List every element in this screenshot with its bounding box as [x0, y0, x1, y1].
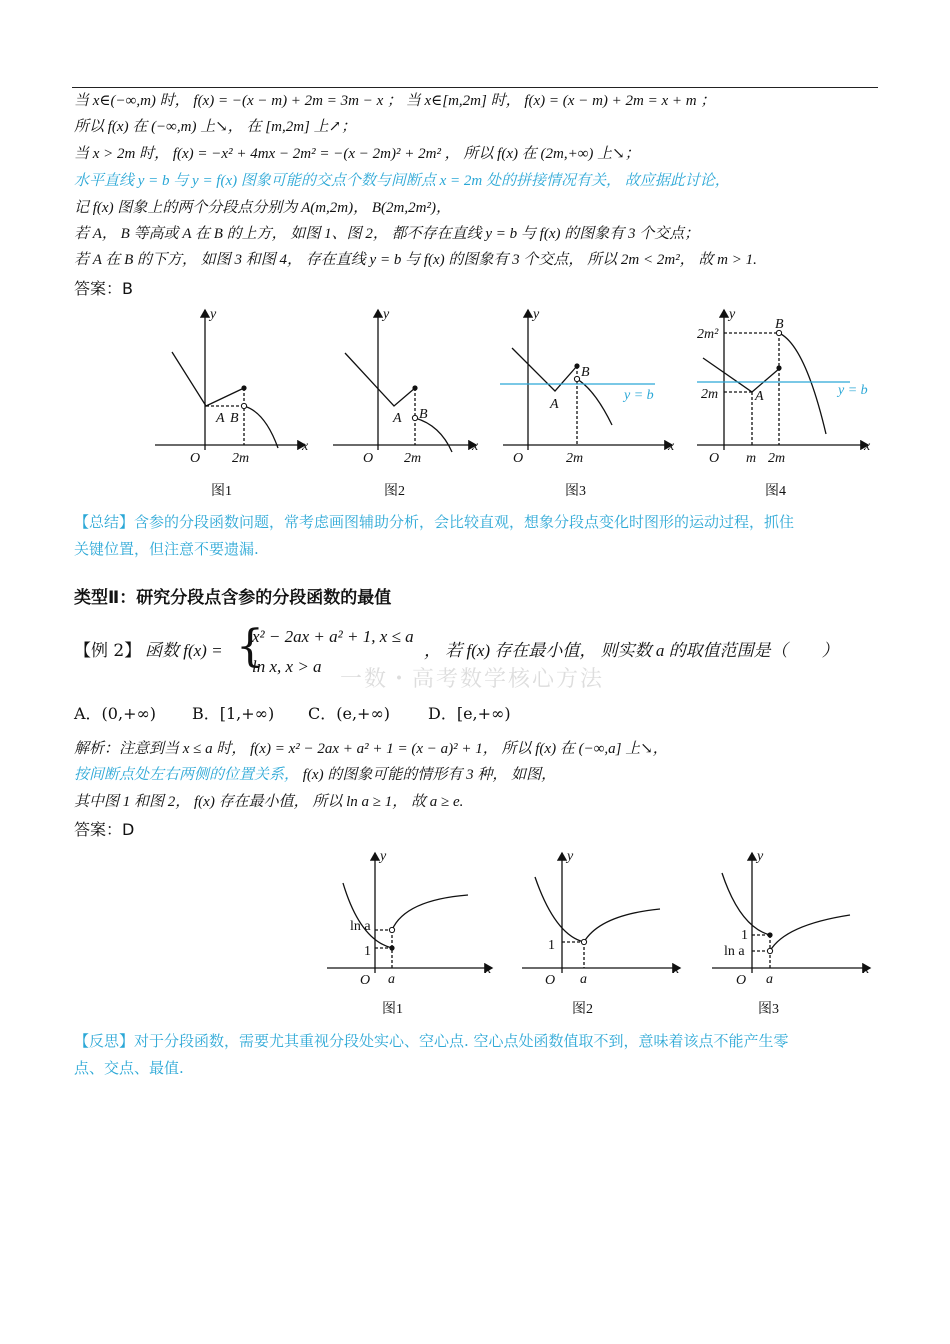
summary-line2: 关键位置，但注意不要遗漏.	[74, 540, 259, 558]
fig4-yb: y = b	[838, 383, 868, 398]
fig3-origin: O	[513, 451, 524, 466]
fig3-B: B	[581, 365, 590, 380]
example2-brace: {	[236, 621, 264, 672]
figures2-svg	[0, 845, 950, 1025]
fig2-origin: O	[363, 451, 374, 466]
fig3-x-label: x	[668, 439, 675, 454]
solution2-line3: 其中图 1 和图 2， f(x) 存在最小值， 所以 ln a ≥ 1， 故 a ≥ e.	[74, 794, 464, 810]
f2-fig3-x: x	[863, 962, 870, 977]
fig4-2m: 2m	[768, 451, 786, 466]
f2-fig1-x: x	[485, 962, 492, 977]
f2-fig1-a: a	[388, 972, 395, 987]
solution2-line2-rest: f(x) 的图象可能的情形有 3 种， 如图，	[299, 767, 557, 783]
section-title: 类型Ⅱ：研究分段点含参的分段函数的最值	[74, 588, 392, 608]
fig3-2m: 2m	[566, 451, 584, 466]
fig4-2m-y: 2m	[701, 387, 719, 402]
solution1-line1: 当 x∈(−∞,m) 时， f(x) = −(x − m) + 2m = 3m − x ； 当 x∈[m,2m] 时， f(x) = (x − m) + 2m = x + m ；	[74, 93, 716, 109]
fig2-x-label: x	[472, 439, 479, 454]
fig4-origin: O	[709, 451, 720, 466]
example2-tag: 【例 2】	[74, 641, 142, 661]
solution2-line2-cyan: 按间断点处左右两侧的位置关系，	[74, 767, 300, 783]
example2-lead: 函数 f(x) =	[145, 641, 223, 660]
solution1-line3: 当 x > 2m 时， f(x) = −x² + 4mx − 2m² = −(x − 2m)² + 2m² ， 所以 f(x) 在 (2m,+∞) 上↘；	[74, 146, 640, 162]
f2-fig1-origin: O	[360, 973, 371, 988]
fig4-B: B	[775, 317, 784, 332]
fig2-2m: 2m	[404, 451, 422, 466]
solution1-line2: 所以 f(x) 在 (−∞,m) 上↘， 在 [m,2m] 上↗；	[74, 119, 357, 135]
option-d: D．[e,+∞)	[428, 704, 511, 723]
f2-fig1-y: y	[380, 849, 387, 864]
solution1-line5: 记 f(x) 图象上的两个分段点分别为 A(m,2m)， B(2m,2m²)，	[74, 200, 451, 216]
f2-fig3-caption: 图3	[758, 1002, 779, 1017]
figures1-svg	[0, 300, 950, 505]
fig1-caption: 图1	[211, 484, 232, 499]
solution1-line7: 若 A 在 B 的下方， 如图 3 和图 4， 存在直线 y = b 与 f(x) 的图象有 3 个交点， 所以 2m < 2m²， 故 m > 1.	[74, 252, 757, 268]
f2-fig2-y: y	[567, 849, 574, 864]
fig4-2m2: 2m²	[697, 327, 719, 342]
fig3-yb: y = b	[624, 388, 654, 403]
fig3-A: A	[550, 397, 559, 412]
fig1-origin: O	[190, 451, 201, 466]
solution2-answer: 答案：D	[74, 820, 135, 839]
f2-fig2-one: 1	[548, 938, 555, 953]
top-rule	[72, 87, 878, 88]
example2-case2: ln x, x > a	[252, 657, 322, 676]
fig3-y-label: y	[533, 307, 540, 322]
solution1-answer: 答案：B	[74, 279, 133, 298]
reflection-line1	[74, 1031, 789, 1051]
reflection-line2: 点、交点、最值.	[74, 1059, 184, 1077]
fig3-caption: 图3	[565, 484, 586, 499]
f2-fig2-x: x	[673, 962, 680, 977]
f2-fig3-lna: ln a	[724, 944, 745, 959]
summary-text1: 含参的分段函数问题，常考虑画图辅助分析，会比较直观，想象分段点变化时图形的运动过程，抓住	[134, 513, 795, 531]
f2-fig3-origin: O	[736, 973, 747, 988]
fig2-caption: 图2	[384, 484, 405, 499]
f2-fig1-lna: ln a	[350, 919, 371, 934]
f2-fig2-origin: O	[545, 973, 556, 988]
fig1-A: A	[216, 411, 225, 426]
fig1-x-label: x	[302, 439, 309, 454]
watermark: 一数・高考数学核心方法	[340, 667, 605, 692]
f2-fig2-caption: 图2	[572, 1002, 593, 1017]
fig4-y-label: y	[729, 307, 736, 322]
reflection-text1: 对于分段函数，需要尤其重视分段处实心、空心点. 空心点处函数值取不到，意味着该点不能产生零	[134, 1032, 789, 1050]
option-a: A．(0,+∞)	[74, 704, 157, 723]
fig4-m: m	[746, 451, 757, 466]
fig4-x-label: x	[864, 439, 871, 454]
summary-line1	[74, 512, 794, 532]
summary-tag: 【总结】	[74, 513, 135, 531]
solution1-line4: 水平直线 y = b 与 y = f(x) 图象可能的交点个数与间断点 x = 2m 处的拼接情况有关， 故应据此讨论，	[74, 173, 730, 189]
f2-fig1-one: 1	[364, 944, 371, 959]
solution2-line1: 解析：注意到当 x ≤ a 时， f(x) = x² − 2ax + a² + 1 = (x − a)² + 1， 所以 f(x) 在 (−∞,a] 上↘，	[74, 741, 668, 757]
solution1-line6: 若 A， B 等高或 A 在 B 的上方， 如图 1、图 2， 都不存在直线 y = b 与 f(x) 的图象有 3 个交点；	[74, 226, 700, 242]
fig2-A: A	[393, 411, 402, 426]
example2-case1: x² − 2ax + a² + 1, x ≤ a	[252, 627, 414, 646]
fig2-B: B	[419, 407, 428, 422]
f2-fig3-a: a	[766, 972, 773, 987]
fig4-caption: 图4	[765, 484, 786, 499]
option-c: C．(e,+∞)	[308, 704, 391, 723]
f2-fig1-caption: 图1	[382, 1002, 403, 1017]
solution2-line2	[74, 765, 556, 785]
fig1-2m: 2m	[232, 451, 250, 466]
fig1-y-label: y	[210, 307, 217, 322]
fig1-B: B	[230, 411, 239, 426]
option-b: B．[1,+∞)	[192, 704, 275, 723]
f2-fig3-one: 1	[741, 928, 748, 943]
example2-question: ， 若 f(x) 存在最小值， 则实数 a 的取值范围是（ ）	[424, 641, 839, 660]
f2-fig2-a: a	[580, 972, 587, 987]
fig2-y-label: y	[383, 307, 390, 322]
fig4-A: A	[755, 389, 764, 404]
reflection-tag: 【反思】	[74, 1032, 135, 1050]
f2-fig3-y: y	[757, 849, 764, 864]
